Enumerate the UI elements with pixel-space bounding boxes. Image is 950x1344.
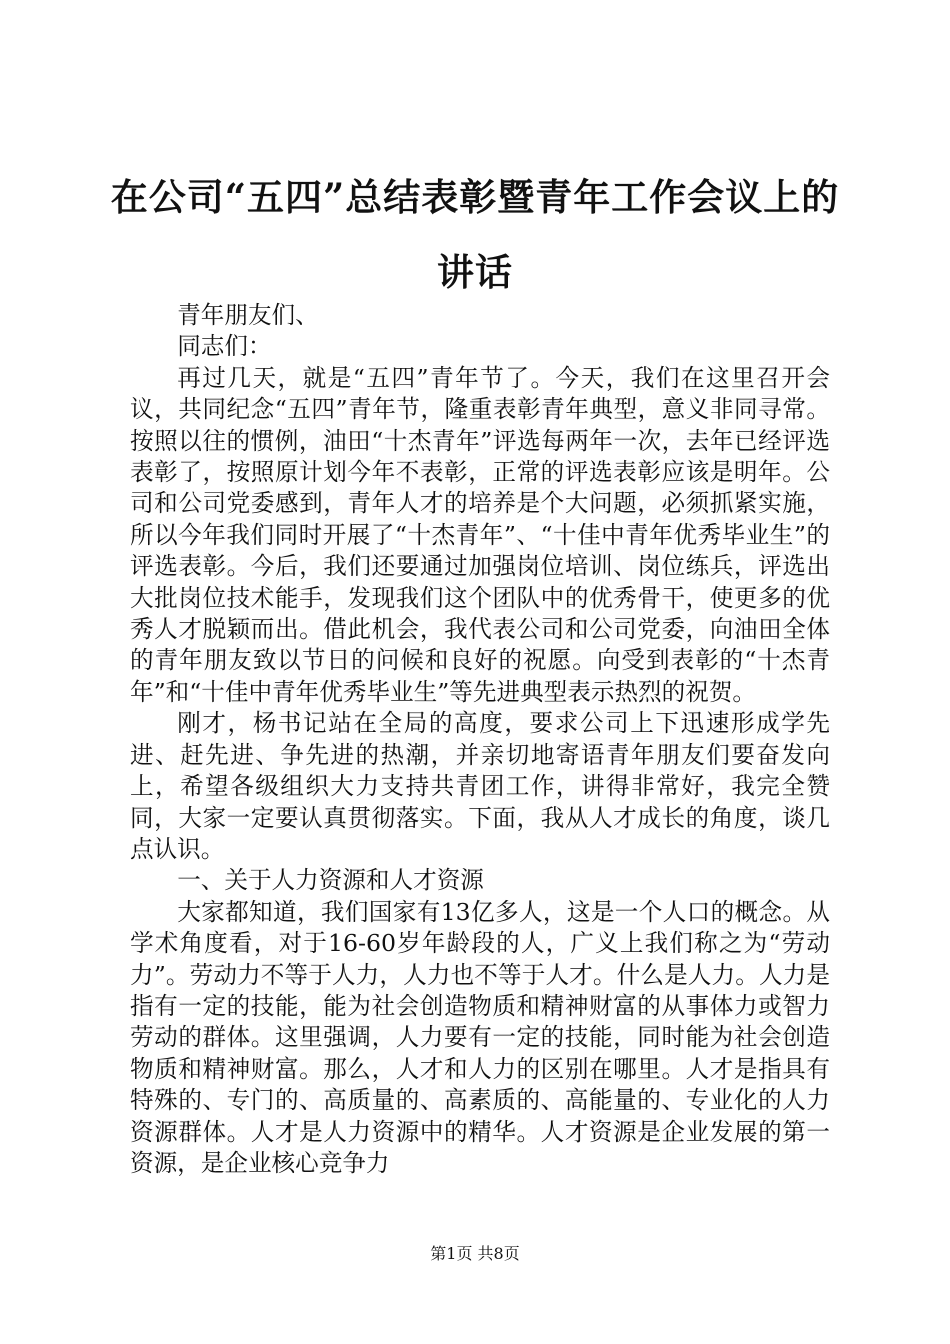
document-body: [130, 300, 830, 1179]
document-title: 在公司“五四”总结表彰暨青年工作会议上的讲话: [110, 175, 840, 294]
body-paragraph: 再过几天，就是“五四”青年节了。今天，我们在这里召开会议，共同纪念“五四”青年节，隆重表彰青年典型，意义非同寻常。按照以往的惯例，油田“十杰青年”评选每两年一次，去年已经评选表彰了，按照原计划今年不表彰，正常的评选表彰应该是明年。公司和公司党委感到，青年人才的培养是个大问题，必须抓紧实施，所以今年我们同时开展了“十杰青年”、“十佳中青年优秀毕业生”的评选表彰。今后，我们还要通过加强岗位培训、岗位练兵，评选出大批岗位技术能手，发现我们这个团队中的优秀骨干，使更多的优秀人才脱颖而出。借此机会，我代表公司和公司党委，向油田全体的青年朋友致以节日的问候和良好的祝愿。向受到表彰的“十杰青年”和“十佳中青年优秀毕业生”等先进典型表示热烈的祝贺。: [130, 363, 830, 706]
body-paragraph: 刚才，杨书记站在全局的高度，要求公司上下迅速形成学先进、赶先进、争先进的热潮，并亲切地寄语青年朋友们要奋发向上，希望各级组织大力支持共青团工作，讲得非常好，我完全赞同，大家一定要认真贯彻落实。下面，我从人才成长的角度，谈几点认识。: [130, 709, 830, 863]
salutation-line-1: 青年朋友们、: [177, 301, 319, 329]
section-heading: 一、关于人力资源和人才资源: [177, 866, 484, 895]
page-footer: 第1页 共8页: [430, 1244, 520, 1263]
body-paragraph: 大家都知道，我们国家有13亿多人，这是一个人口的概念。从学术角度看，对于16-60岁年龄段的人，广义上我们称之为“劳动力”。劳动力不等于人力，人力也不等于人才。什么是人力。人力是指有一定的技能，能为社会创造物质和精神财富的从事体力或智力劳动的群体。这里强调，人力要有一定的技能，同时能为社会创造物质和精神财富。那么，人才和人力的区别在哪里。人才是指具有特殊的、专门的、高质量的、高素质的、高能量的、专业化的人力资源群体。人才是人力资源中的精华。人才资源是企业发展的第一资源，是企业核心竞争力: [130, 897, 830, 1177]
salutation-line-2: 同志们：: [177, 332, 272, 361]
